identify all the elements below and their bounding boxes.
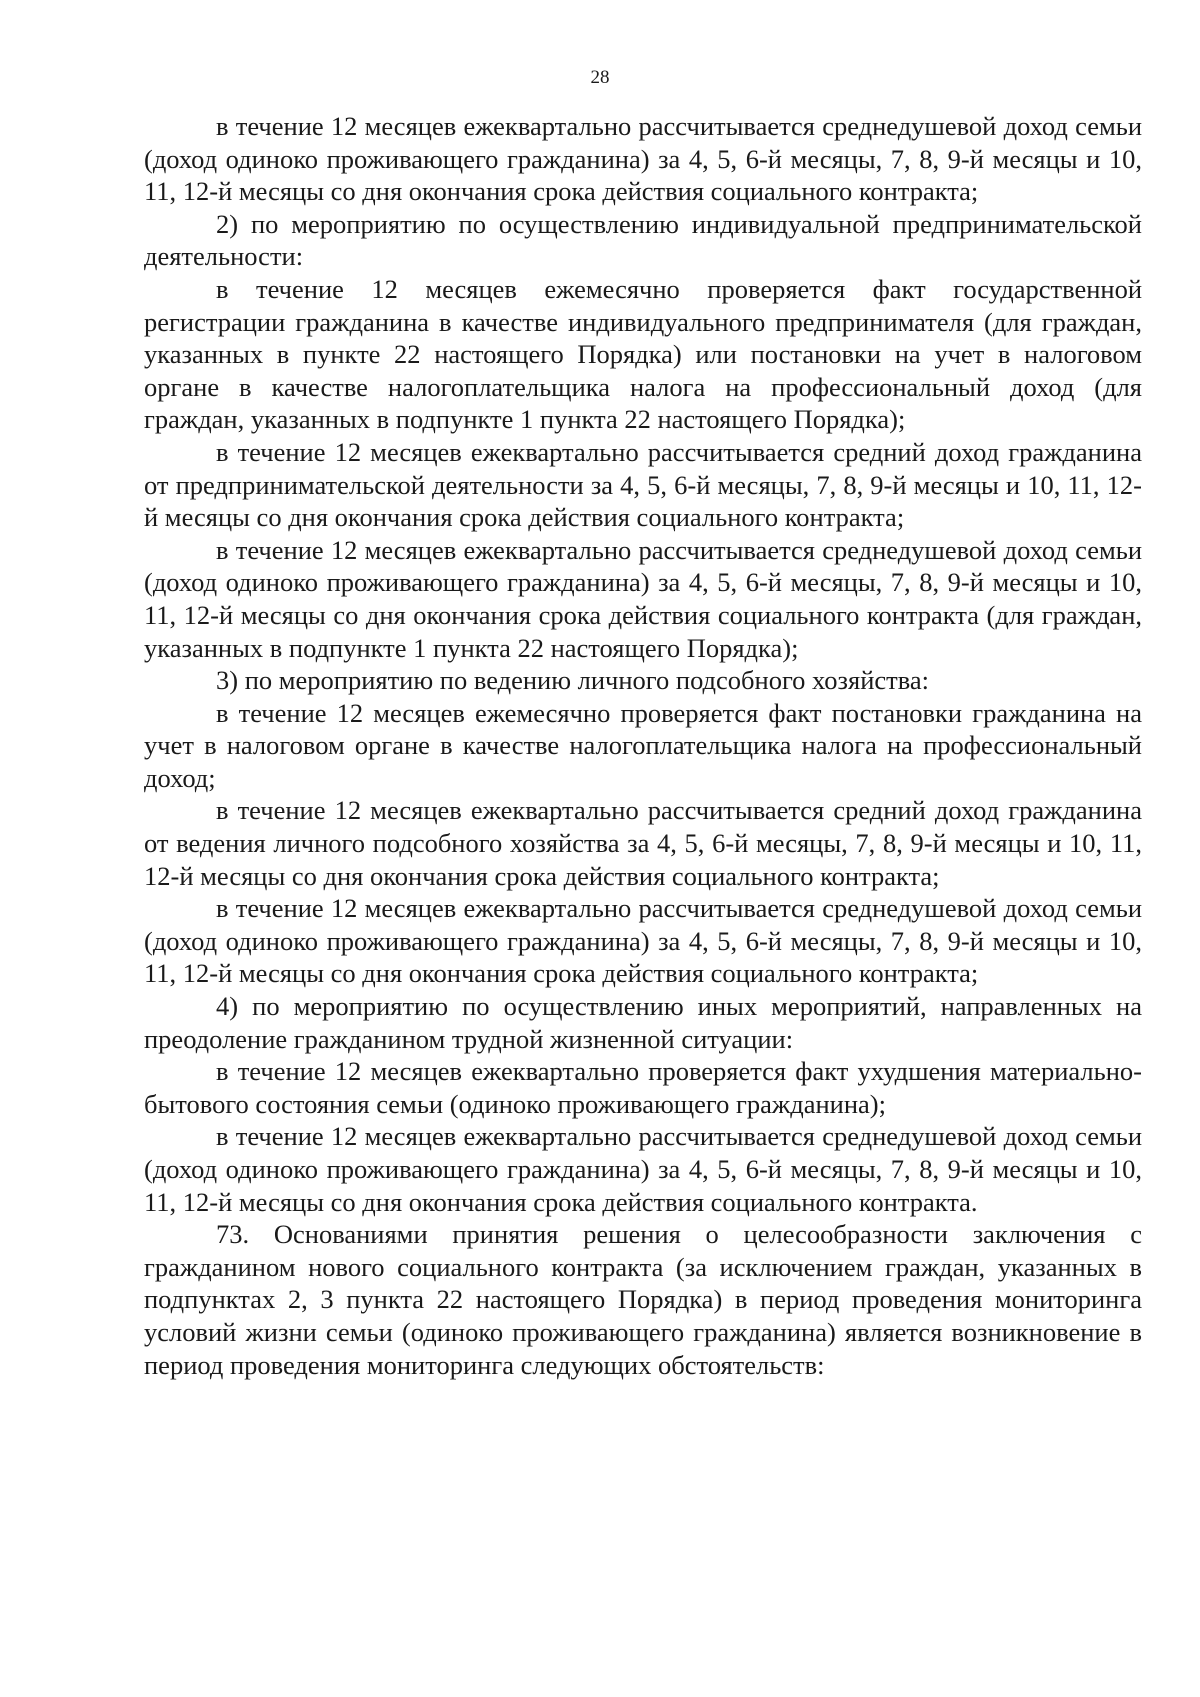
paragraph-income-family-1: в течение 12 месяцев ежеквартально рассчитывается среднедушевой доход семьи (доход одиноко проживающего гражданина) за 4, 5, 6-й месяцы, 7, 8, 9-й месяцы и 10, 11, 12-й месяцы со дня окончания срока действия социального контракта; bbox=[144, 111, 1142, 207]
paragraph-tax-registration-check: в течение 12 месяцев ежемесячно проверяется факт постановки гражданина на учет в налоговом органе в качестве налогоплательщика налога на профессиональный доход; bbox=[144, 697, 1142, 793]
paragraph-income-family-2: в течение 12 месяцев ежеквартально рассчитывается среднедушевой доход семьи (доход одиноко проживающего гражданина) за 4, 5, 6-й месяцы, 7, 8, 9-й месяцы и 10, 11, 12-й месяцы со дня окончания срока действия социального контракта (для граждан, указанных в подпункте 1 пункта 22 настоящего Порядка); bbox=[144, 534, 1142, 663]
page-number: 28 bbox=[590, 67, 610, 88]
paragraph-household-income: в течение 12 месяцев ежеквартально рассчитывается средний доход гражданина от ведения личного подсобного хозяйства за 4, 5, 6-й месяцы, 7, 8, 9-й месяцы и 10, 11, 12-й месяцы со дня окончания срока действия социального контракта; bbox=[144, 795, 1142, 891]
paragraph-living-conditions-check: в течение 12 месяцев ежеквартально проверяется факт ухудшения материально-бытового состояния семьи (одиноко проживающего гражданина); bbox=[144, 1056, 1142, 1119]
paragraph-item-2-heading: 2) по мероприятию по осуществлению индивидуальной предпринимательской деятельности: bbox=[144, 208, 1142, 272]
paragraph-income-family-3: в течение 12 месяцев ежеквартально рассчитывается среднедушевой доход семьи (доход одиноко проживающего гражданина) за 4, 5, 6-й месяцы, 7, 8, 9-й месяцы и 10, 11, 12-й месяцы со дня окончания срока действия социального контракта; bbox=[144, 893, 1142, 989]
paragraph-item-3-heading: 3) по мероприятию по ведению личного подсобного хозяйства: bbox=[216, 665, 930, 696]
paragraph-item-4-heading: 4) по мероприятию по осуществлению иных мероприятий, направленных на преодоление гражданином трудной жизненной ситуации: bbox=[144, 991, 1142, 1054]
paragraph-registration-check: в течение 12 месяцев ежемесячно проверяется факт государственной регистрации гражданина в качестве индивидуального предпринимателя (для граждан, указанных в пункте 22 настоящего Порядка) или постановки на учет в налоговом органе в качестве налогоплательщика налога на профессиональный доход (для граждан, указанных в подпункте 1 пункта 22 настоящего Порядка); bbox=[144, 273, 1142, 435]
paragraph-clause-73: 73. Основаниями принятия решения о целесообразности заключения с гражданином нового социального контракта (за исключением граждан, указанных в подпунктах 2, 3 пункта 22 настоящего Порядка) в период проведения мониторинга условий жизни семьи (одиноко проживающего гражданина) является возникновение в период проведения мониторинга следующих обстоятельств: bbox=[144, 1219, 1142, 1380]
document-body bbox=[144, 110, 1142, 1381]
paragraph-income-family-4: в течение 12 месяцев ежеквартально рассчитывается среднедушевой доход семьи (доход одиноко проживающего гражданина) за 4, 5, 6-й месяцы, 7, 8, 9-й месяцы и 10, 11, 12-й месяцы со дня окончания срока действия социального контракта. bbox=[144, 1121, 1142, 1217]
paragraph-business-income: в течение 12 месяцев ежеквартально рассчитывается средний доход гражданина от предпринимательской деятельности за 4, 5, 6-й месяцы, 7, 8, 9-й месяцы и 10, 11, 12-й месяцы со дня окончания срока действия социального контракта; bbox=[144, 436, 1142, 533]
